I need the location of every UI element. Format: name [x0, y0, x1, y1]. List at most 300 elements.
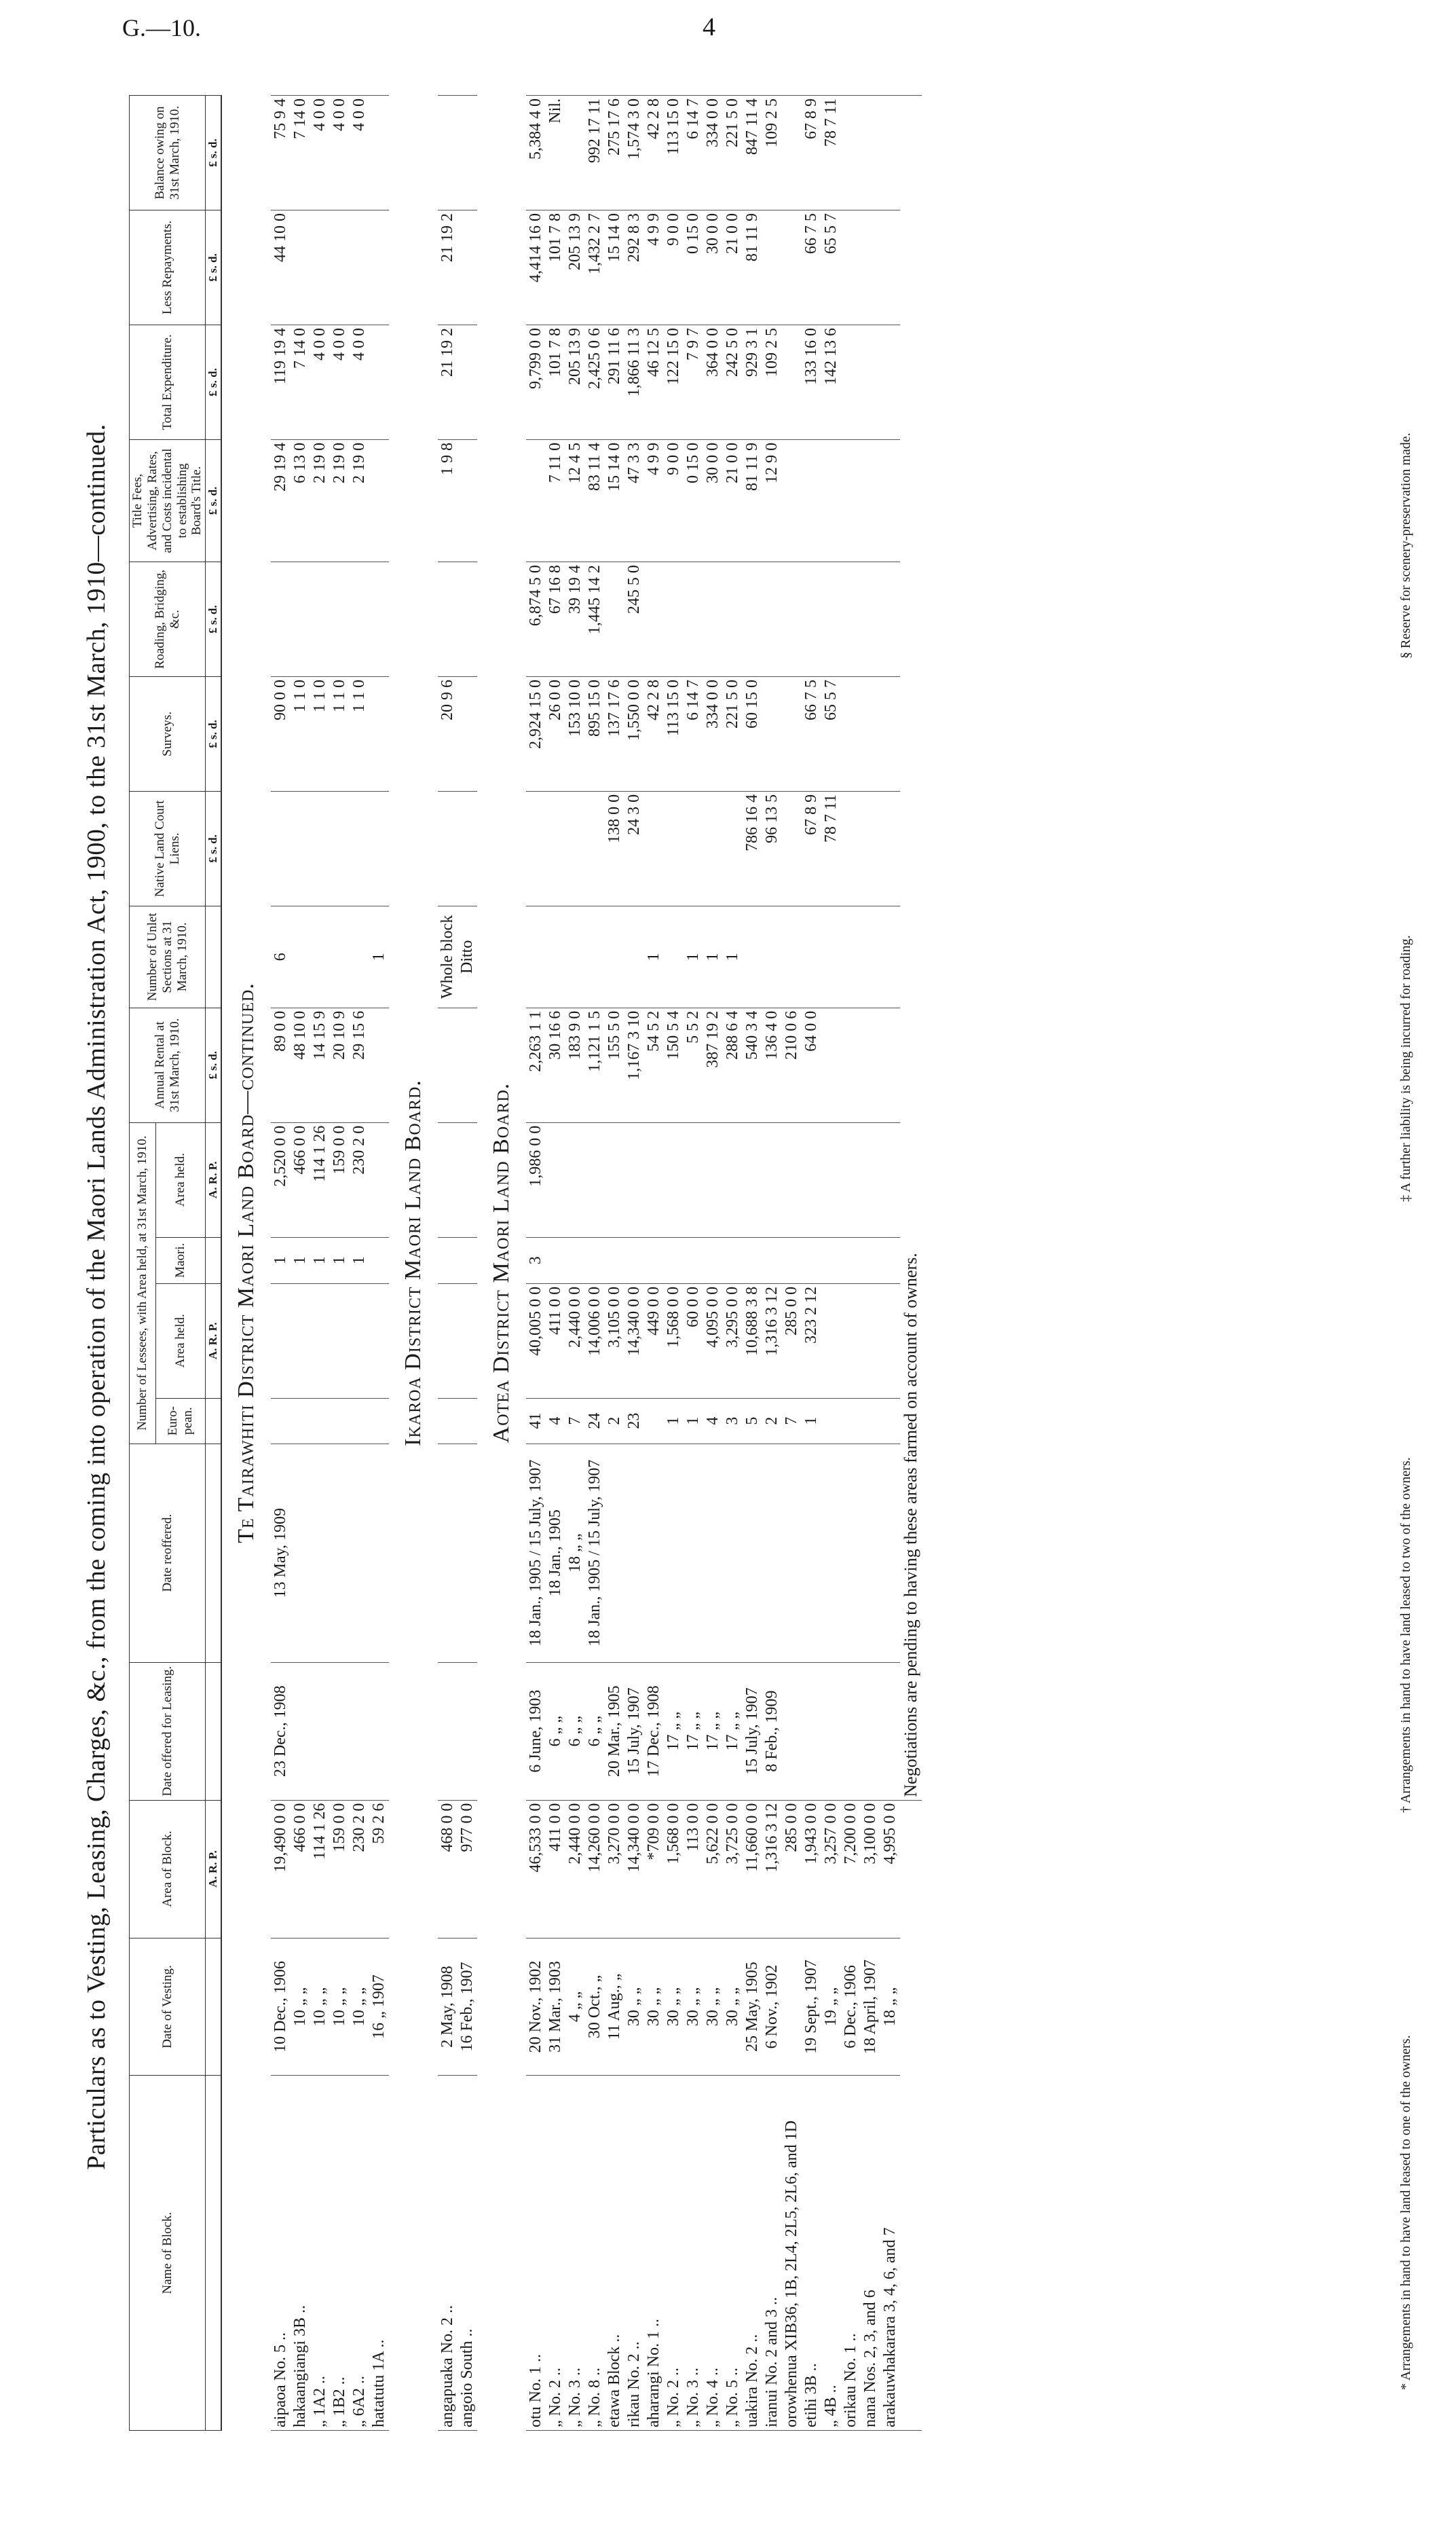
- cell-surveys: 26 0 0: [546, 677, 565, 792]
- cell-title-fees: 1 9 8: [438, 439, 458, 562]
- cell-area: 466 0 0: [291, 1800, 310, 1938]
- table-row: [841, 96, 861, 2431]
- cell-roading: [821, 562, 841, 677]
- cell-offered: 20 Mar., 1905: [605, 1662, 624, 1800]
- cell-unlet: [802, 906, 821, 1008]
- cell-vesting: 30 „ „: [723, 1938, 743, 2076]
- table-row: [664, 96, 684, 2431]
- cell-maori-area: 1,986 0 0: [526, 1122, 546, 1237]
- cell-court: [841, 791, 861, 906]
- cell-repay: [861, 210, 880, 325]
- table-row: [291, 96, 310, 2431]
- cell-total: 7 14 0: [291, 325, 310, 439]
- cell-area: 411 0 0: [546, 1800, 565, 1938]
- cell-euro-area: [861, 1283, 880, 1398]
- cell-maori-area: [458, 1122, 477, 1237]
- cell-euro-area: 3,105 0 0: [605, 1283, 624, 1398]
- cell-surveys: [782, 677, 802, 792]
- cell-offered: [821, 1662, 841, 1800]
- cell-unlet: [861, 906, 880, 1008]
- cell-title-fees: 2 19 0: [350, 439, 369, 562]
- cell-euro-area: [880, 1283, 900, 1398]
- cell-maori: [565, 1237, 585, 1283]
- cell-euro-area: [271, 1283, 291, 1398]
- section-heading-row: [389, 96, 438, 2431]
- cell-repay: 21 19 2: [438, 210, 458, 325]
- cell-court: [458, 791, 477, 906]
- table-row: [526, 96, 546, 2431]
- header-total: Total Expenditure.: [130, 325, 206, 439]
- cell-repay: [291, 210, 310, 325]
- cell-maori: 1: [350, 1237, 369, 1283]
- header-vesting: Date of Vesting.: [130, 1938, 206, 2076]
- table-row: [703, 96, 723, 2431]
- table-row: [369, 96, 389, 2431]
- cell-roading: [291, 562, 310, 677]
- cell-name: „ No. 8 ..: [585, 2076, 605, 2431]
- cell-balance: 78 7 11: [821, 96, 841, 210]
- cell-euro: [880, 1398, 900, 1444]
- cell-unlet: [585, 906, 605, 1008]
- cell-reoffered: [310, 1444, 330, 1662]
- table-row: [271, 96, 291, 2431]
- cell-reoffered: [605, 1444, 624, 1662]
- cell-area: 19,490 0 0: [271, 1800, 291, 1938]
- cell-name: „ No. 3 ..: [684, 2076, 703, 2431]
- cell-surveys: 153 10 0: [565, 677, 585, 792]
- cell-title-fees: 9 0 0: [664, 439, 684, 562]
- cell-area: *709 0 0: [644, 1800, 664, 1938]
- table-row: [585, 96, 605, 2431]
- cell-name: „ 1B2 ..: [330, 2076, 350, 2431]
- table-row: [782, 96, 802, 2431]
- cell-total: 1,866 11 3: [624, 325, 644, 439]
- unit-lsd: £ s. d.: [206, 325, 221, 439]
- cell-maori-area: [438, 1122, 458, 1237]
- cell-euro-area: 2,440 0 0: [565, 1283, 585, 1398]
- cell-euro: 5: [743, 1398, 762, 1444]
- cell-maori: 1: [271, 1237, 291, 1283]
- cell-rental: 64 0 0: [802, 1008, 821, 1122]
- cell-euro: [330, 1398, 350, 1444]
- cell-total: [861, 325, 880, 439]
- cell-reoffered: [291, 1444, 310, 1662]
- cell-area: 14,260 0 0: [585, 1800, 605, 1938]
- cell-unlet: [664, 906, 684, 1008]
- table-row: [821, 96, 841, 2431]
- cell-balance: 847 11 4: [743, 96, 762, 210]
- cell-repay: 66 7 5: [802, 210, 821, 325]
- cell-total: 364 0 0: [703, 325, 723, 439]
- cell-reoffered: 18 Jan., 1905: [546, 1444, 565, 1662]
- units-row: [206, 96, 221, 2431]
- cell-maori: [605, 1237, 624, 1283]
- footnote-3: ‡ A further liability is being incurred for roading.: [1398, 935, 1413, 1202]
- cell-euro: 3: [723, 1398, 743, 1444]
- cell-total: 4 0 0: [330, 325, 350, 439]
- cell-unlet: [624, 906, 644, 1008]
- cell-maori: [664, 1237, 684, 1283]
- cell-balance: [565, 96, 585, 210]
- cell-rental: 1,121 1 5: [585, 1008, 605, 1122]
- cell-rental: 155 5 0: [605, 1008, 624, 1122]
- cell-area: 230 2 0: [350, 1800, 369, 1938]
- cell-balance: 275 17 6: [605, 96, 624, 210]
- cell-repay: 65 5 7: [821, 210, 841, 325]
- cell-maori-area: [546, 1122, 565, 1237]
- cell-rental: 540 3 4: [743, 1008, 762, 1122]
- cell-court: [546, 791, 565, 906]
- cell-area: 46,533 0 0: [526, 1800, 546, 1938]
- unit-lsd: £ s. d.: [206, 210, 221, 325]
- cell-roading: [841, 562, 861, 677]
- cell-rental: [458, 1008, 477, 1122]
- cell-euro-area: 40,005 0 0: [526, 1283, 546, 1398]
- cell-maori-area: 466 0 0: [291, 1122, 310, 1237]
- cell-maori-area: [644, 1122, 664, 1237]
- cell-rental: 29 15 6: [350, 1008, 369, 1122]
- cell-unlet: 1: [684, 906, 703, 1008]
- cell-roading: [684, 562, 703, 677]
- cell-court: 96 13 5: [762, 791, 782, 906]
- unit-arp: A. R. P.: [206, 1800, 221, 1938]
- cell-maori: [841, 1237, 861, 1283]
- cell-offered: 23 Dec., 1908: [271, 1662, 291, 1800]
- cell-area: 468 0 0: [438, 1800, 458, 1938]
- cell-euro-area: [438, 1283, 458, 1398]
- cell-euro: [458, 1398, 477, 1444]
- cell-repay: 15 14 0: [605, 210, 624, 325]
- cell-maori: [802, 1237, 821, 1283]
- cell-rental: [841, 1008, 861, 1122]
- table-row: [565, 96, 585, 2431]
- cell-reoffered: 18 „ „: [565, 1444, 585, 1662]
- cell-reoffered: [821, 1444, 841, 1662]
- cell-euro-area: [458, 1283, 477, 1398]
- cell-maori: [762, 1237, 782, 1283]
- cell-balance: 334 0 0: [703, 96, 723, 210]
- cell-surveys: 334 0 0: [703, 677, 723, 792]
- cell-euro-area: 10,688 3 8: [743, 1283, 762, 1398]
- cell-maori: [861, 1237, 880, 1283]
- cell-roading: [782, 562, 802, 677]
- cell-rental: 54 5 2: [644, 1008, 664, 1122]
- cell-vesting: 10 Dec., 1906: [271, 1938, 291, 2076]
- cell-balance: [438, 96, 458, 210]
- section-title: Aotea District Maori Land Board.: [488, 1082, 514, 1444]
- cell-offered: 6 „ „: [585, 1662, 605, 1800]
- cell-unlet: [526, 906, 546, 1008]
- cell-court: [565, 791, 585, 906]
- cell-reoffered: [624, 1444, 644, 1662]
- cell-balance: 4 0 0: [350, 96, 369, 210]
- page-number: 4: [703, 13, 715, 41]
- cell-balance: [880, 96, 900, 210]
- cell-euro-area: 323 2 12: [802, 1283, 821, 1398]
- cell-roading: [723, 562, 743, 677]
- table-row: [644, 96, 664, 2431]
- cell-court: [526, 791, 546, 906]
- cell-unlet: [310, 906, 330, 1008]
- cell-maori-area: [605, 1122, 624, 1237]
- cell-vesting: 30 „ „: [644, 1938, 664, 2076]
- cell-roading: 67 16 8: [546, 562, 565, 677]
- cell-reoffered: 18 Jan., 1905 / 15 July, 1907: [585, 1444, 605, 1662]
- header-roading: Roading, Bridging, &c.: [130, 562, 206, 677]
- cell-maori: [585, 1237, 605, 1283]
- cell-vesting: 10 „ „: [310, 1938, 330, 2076]
- header-unlet: Number of Unlet Sections at 31 March, 1910.: [130, 906, 206, 1008]
- cell-unlet: [762, 906, 782, 1008]
- cell-offered: [861, 1662, 880, 1800]
- cell-maori-area: [762, 1122, 782, 1237]
- cell-repay: [841, 210, 861, 325]
- cell-area: 159 0 0: [330, 1800, 350, 1938]
- cell-roading: [664, 562, 684, 677]
- table-row: [723, 96, 743, 2431]
- unit-arp: A. R. P.: [206, 1122, 221, 1237]
- cell-total: 4 0 0: [310, 325, 330, 439]
- cell-name: hakaangiangi 3B ..: [291, 2076, 310, 2431]
- cell-reoffered: 18 Jan., 1905 / 15 July, 1907: [526, 1444, 546, 1662]
- cell-balance: [841, 96, 861, 210]
- cell-area: 1,568 0 0: [664, 1800, 684, 1938]
- cell-repay: 1,432 2 7: [585, 210, 605, 325]
- header-repay: Less Repayments.: [130, 210, 206, 325]
- table-row: [802, 96, 821, 2431]
- cell-reoffered: [743, 1444, 762, 1662]
- cell-vesting: 20 Nov., 1902: [526, 1938, 546, 2076]
- cell-maori-area: [664, 1122, 684, 1237]
- cell-balance: 1,574 3 0: [624, 96, 644, 210]
- cell-balance: 109 2 5: [762, 96, 782, 210]
- cell-name: „ No. 4 ..: [703, 2076, 723, 2431]
- cell-maori: [821, 1237, 841, 1283]
- cell-rental: 48 10 0: [291, 1008, 310, 1122]
- cell-balance: [369, 96, 389, 210]
- cell-total: 929 3 1: [743, 325, 762, 439]
- cell-name: uakira No. 2 ..: [743, 2076, 762, 2431]
- cell-repay: 205 13 9: [565, 210, 585, 325]
- cell-repay: 81 11 9: [743, 210, 762, 325]
- cell-total: 2,425 0 6: [585, 325, 605, 439]
- cell-balance: Nil.: [546, 96, 565, 210]
- cell-rental: 30 16 6: [546, 1008, 565, 1122]
- cell-court: [271, 791, 291, 906]
- header-offered: Date offered for Leasing.: [130, 1662, 206, 1800]
- cell-euro: 7: [782, 1398, 802, 1444]
- cell-vesting: 6 Nov., 1902: [762, 1938, 782, 2076]
- cell-euro: [350, 1398, 369, 1444]
- cell-title-fees: [880, 439, 900, 562]
- cell-euro-area: 449 0 0: [644, 1283, 664, 1398]
- cell-roading: 1,445 14 2: [585, 562, 605, 677]
- cell-repay: 0 15 0: [684, 210, 703, 325]
- cell-vesting: 25 May, 1905: [743, 1938, 762, 2076]
- cell-roading: 6,874 5 0: [526, 562, 546, 677]
- cell-reoffered: [782, 1444, 802, 1662]
- cell-court: 24 3 0: [624, 791, 644, 906]
- cell-roading: [861, 562, 880, 677]
- cell-balance: 221 5 0: [723, 96, 743, 210]
- cell-euro-area: [330, 1283, 350, 1398]
- cell-balance: [458, 96, 477, 210]
- cell-repay: 4,414 16 0: [526, 210, 546, 325]
- cell-balance: 42 2 8: [644, 96, 664, 210]
- cell-total: 142 13 6: [821, 325, 841, 439]
- cell-unlet: 6: [271, 906, 291, 1008]
- cell-title-fees: [458, 439, 477, 562]
- cell-name: aipaoa No. 5 ..: [271, 2076, 291, 2431]
- cell-euro: [821, 1398, 841, 1444]
- cell-reoffered: [802, 1444, 821, 1662]
- cell-name: „ No. 5 ..: [723, 2076, 743, 2431]
- cell-maori-area: [841, 1122, 861, 1237]
- unit-arp: A. R. P.: [206, 1283, 221, 1398]
- cell-maori: [458, 1237, 477, 1283]
- cell-maori-area: [369, 1122, 389, 1237]
- header-balance: Balance owing on 31st March, 1910.: [130, 96, 206, 210]
- cell-euro: [271, 1398, 291, 1444]
- cell-surveys: 90 0 0: [271, 677, 291, 792]
- cell-repay: [880, 210, 900, 325]
- cell-reoffered: [723, 1444, 743, 1662]
- cell-title-fees: 47 3 3: [624, 439, 644, 562]
- cell-vesting: 30 „ „: [684, 1938, 703, 2076]
- cell-title-fees: 6 13 0: [291, 439, 310, 562]
- cell-court: [684, 791, 703, 906]
- cell-maori-area: [565, 1122, 585, 1237]
- cell-court: [644, 791, 664, 906]
- cell-surveys: 113 15 0: [664, 677, 684, 792]
- cell-balance: 4 0 0: [310, 96, 330, 210]
- cell-total: [369, 325, 389, 439]
- cell-rental: 20 10 9: [330, 1008, 350, 1122]
- header-euro: Euro-pean.: [155, 1398, 205, 1444]
- cell-vesting: 2 May, 1908: [438, 1938, 458, 2076]
- table-row: [743, 96, 762, 2431]
- cell-offered: [310, 1662, 330, 1800]
- cell-title-fees: 21 0 0: [723, 439, 743, 562]
- cell-maori: [782, 1237, 802, 1283]
- cell-euro: 41: [526, 1398, 546, 1444]
- cell-offered: 6 June, 1903: [526, 1662, 546, 1800]
- cell-repay: [310, 210, 330, 325]
- cell-title-fees: [526, 439, 546, 562]
- cell-euro-area: [821, 1283, 841, 1398]
- header-surveys: Surveys.: [130, 677, 206, 792]
- cell-name: aharangi No. 1 ..: [644, 2076, 664, 2431]
- cell-maori-area: 2,520 0 0: [271, 1122, 291, 1237]
- cell-title-fees: 4 9 9: [644, 439, 664, 562]
- cell-total: 4 0 0: [350, 325, 369, 439]
- cell-area: 3,270 0 0: [605, 1800, 624, 1938]
- cell-euro: 1: [684, 1398, 703, 1444]
- cell-repay: [458, 210, 477, 325]
- cell-euro-area: 4,095 0 0: [703, 1283, 723, 1398]
- table-row: [880, 96, 900, 2431]
- cell-rental: [438, 1008, 458, 1122]
- cell-vesting: 10 „ „: [291, 1938, 310, 2076]
- cell-maori: [644, 1237, 664, 1283]
- cell-roading: [369, 562, 389, 677]
- cell-reoffered: [369, 1444, 389, 1662]
- cell-court: [350, 791, 369, 906]
- page-title: Particulars as to Vesting, Leasing, Charges, &c., from the coming into operation of the Maori Lands Administration Act, 1900, to the 31st March, 1910—continued.: [82, 424, 111, 2170]
- cell-surveys: 895 15 0: [585, 677, 605, 792]
- table-row: [438, 96, 458, 2431]
- cell-offered: 8 Feb., 1909: [762, 1662, 782, 1800]
- table-row: [546, 96, 565, 2431]
- header-area: Area of Block.: [130, 1800, 206, 1938]
- cell-maori-area: [880, 1122, 900, 1237]
- footnote-4: § Reserve for scenery-preservation made.: [1398, 433, 1413, 659]
- negotiations-row: [900, 96, 922, 2431]
- cell-surveys: 1 1 0: [291, 677, 310, 792]
- cell-roading: [310, 562, 330, 677]
- cell-repay: 9 0 0: [664, 210, 684, 325]
- cell-unlet: 1: [703, 906, 723, 1008]
- unit-lsd: £ s. d.: [206, 1008, 221, 1122]
- cell-area: 2,440 0 0: [565, 1800, 585, 1938]
- cell-rental: [369, 1008, 389, 1122]
- cell-surveys: 66 7 5: [802, 677, 821, 792]
- cell-repay: 292 8 3: [624, 210, 644, 325]
- cell-area: 1,316 3 12: [762, 1800, 782, 1938]
- cell-rental: 288 6 4: [723, 1008, 743, 1122]
- cell-vesting: 18 April, 1907: [861, 1938, 880, 2076]
- cell-roading: [330, 562, 350, 677]
- cell-court: [310, 791, 330, 906]
- cell-unlet: 1: [723, 906, 743, 1008]
- cell-offered: [782, 1662, 802, 1800]
- cell-maori-area: [861, 1122, 880, 1237]
- cell-euro: [369, 1398, 389, 1444]
- cell-vesting: 16 „ 1907: [369, 1938, 389, 2076]
- cell-area: 7,200 0 0: [841, 1800, 861, 1938]
- cell-title-fees: 2 19 0: [310, 439, 330, 562]
- cell-rental: 2,263 1 1: [526, 1008, 546, 1122]
- header-maori: Maori.: [155, 1237, 205, 1283]
- cell-total: 133 16 0: [802, 325, 821, 439]
- cell-euro: 23: [624, 1398, 644, 1444]
- section-title: Te Tairawhiti District Maori Land Board—continued.: [233, 982, 259, 1543]
- cell-maori-area: 114 1 26: [310, 1122, 330, 1237]
- cell-total: [458, 325, 477, 439]
- cell-euro: [438, 1398, 458, 1444]
- table-row: [762, 96, 782, 2431]
- cell-euro-area: 411 0 0: [546, 1283, 565, 1398]
- cell-maori: [546, 1237, 565, 1283]
- cell-roading: [644, 562, 664, 677]
- cell-surveys: 137 17 6: [605, 677, 624, 792]
- cell-unlet: [565, 906, 585, 1008]
- cell-court: 138 0 0: [605, 791, 624, 906]
- cell-total: [880, 325, 900, 439]
- cell-rental: 136 4 0: [762, 1008, 782, 1122]
- cell-repay: 21 0 0: [723, 210, 743, 325]
- cell-reoffered: [350, 1444, 369, 1662]
- cell-offered: [458, 1662, 477, 1800]
- header-rental: Annual Rental at 31st March, 1910.: [130, 1008, 206, 1122]
- cell-name: „ 1A2 ..: [310, 2076, 330, 2431]
- cell-name: orikau No. 1 ..: [841, 2076, 861, 2431]
- cell-area: 59 2 6: [369, 1800, 389, 1938]
- cell-title-fees: 81 11 9: [743, 439, 762, 562]
- cell-area: 113 0 0: [684, 1800, 703, 1938]
- cell-reoffered: [438, 1444, 458, 1662]
- cell-euro: 4: [703, 1398, 723, 1444]
